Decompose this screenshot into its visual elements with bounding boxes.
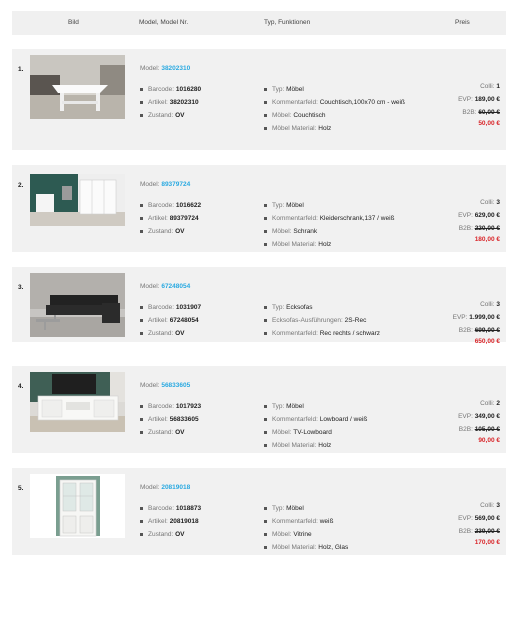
- barcode: Barcode: 1018873: [140, 502, 201, 515]
- sale-price: 50,00 €: [478, 120, 500, 127]
- artikel: Artikel: 67248054: [140, 314, 201, 327]
- table-row: [12, 49, 506, 150]
- b2b-price: B2B: 105,00 €: [458, 426, 500, 433]
- detail-list: [140, 199, 201, 238]
- price-block: [458, 397, 500, 445]
- table-row: [12, 468, 506, 555]
- artikel: Artikel: 20819018: [140, 515, 201, 528]
- model-number: 56833605: [161, 382, 191, 389]
- detail-list: [140, 301, 201, 340]
- row-number: 1.: [18, 66, 24, 73]
- zustand: Zustand: OV: [140, 109, 201, 122]
- feature-item: Typ: Möbel: [264, 199, 414, 212]
- header-preis: Preis: [455, 19, 470, 26]
- evp-price: EVP: 1.999,00 €: [452, 314, 500, 321]
- feature-item: Möbel: TV-Lowboard: [264, 426, 414, 439]
- b2b-price: B2B: 239,00 €: [458, 528, 500, 535]
- detail-list: [140, 400, 201, 439]
- row-number: 2.: [18, 182, 24, 189]
- feature-list: [264, 502, 414, 554]
- header-typ: Typ, Funktionen: [264, 19, 311, 26]
- couchtisch-image: [30, 55, 125, 119]
- artikel: Artikel: 56833605: [140, 413, 201, 426]
- artikel: Artikel: 38202310: [140, 96, 201, 109]
- feature-item: Möbel: Couchtisch: [264, 109, 414, 122]
- evp-price: EVP: 189,00 €: [458, 96, 500, 103]
- feature-list: [264, 199, 414, 251]
- table-row: [12, 366, 506, 453]
- zustand: Zustand: OV: [140, 225, 201, 238]
- evp-price: EVP: 629,00 €: [458, 212, 500, 219]
- evp-price: EVP: 349,00 €: [458, 413, 500, 420]
- feature-item: Typ: Ecksofas: [264, 301, 414, 314]
- product-image: [30, 273, 125, 337]
- feature-item: Kommentarfeld: Rec rechts / schwarz: [264, 327, 414, 340]
- row-number: 4.: [18, 383, 24, 390]
- detail-list: [140, 502, 201, 541]
- model-number: 38202310: [161, 65, 191, 72]
- row-number: 3.: [18, 284, 24, 291]
- row-number: 5.: [18, 485, 24, 492]
- detail-list: [140, 83, 201, 122]
- feature-item: Möbel Material: Holz, Glas: [264, 541, 414, 554]
- zustand: Zustand: OV: [140, 426, 201, 439]
- feature-item: Typ: Möbel: [264, 400, 414, 413]
- sale-price: 180,00 €: [474, 236, 500, 243]
- model-number: 20819018: [161, 484, 191, 491]
- price-block: [458, 196, 500, 244]
- vitrine-image: [30, 474, 125, 538]
- product-image: [30, 55, 125, 119]
- price-block: [458, 80, 500, 128]
- model-line: Model: 20819018: [140, 484, 191, 491]
- header-bild: Bild: [68, 19, 79, 26]
- sale-price: 170,00 €: [474, 539, 500, 546]
- zustand: Zustand: OV: [140, 327, 201, 340]
- sale-price: 650,00 €: [474, 338, 500, 345]
- model-line: Model: 89379724: [140, 181, 191, 188]
- barcode: Barcode: 1031907: [140, 301, 201, 314]
- product-image: [30, 474, 125, 538]
- b2b-price: B2B: 60,00 €: [462, 109, 500, 116]
- colli: Colli: 3: [480, 502, 500, 509]
- product-image: [30, 372, 125, 432]
- colli: Colli: 3: [480, 301, 500, 308]
- table-row: [12, 165, 506, 252]
- lowboard-image: [30, 372, 125, 432]
- feature-item: Typ: Möbel: [264, 502, 414, 515]
- feature-item: Ecksofas-Ausführungen: 2S-Rec: [264, 314, 414, 327]
- zustand: Zustand: OV: [140, 528, 201, 541]
- colli: Colli: 1: [480, 83, 500, 90]
- feature-item: Kommentarfeld: Couchtisch,100x70 cm - weiß: [264, 96, 414, 109]
- model-line: Model: 38202310: [140, 65, 191, 72]
- barcode: Barcode: 1016280: [140, 83, 201, 96]
- feature-item: Kommentarfeld: Kleiderschrank,137 / weiß: [264, 212, 414, 225]
- colli: Colli: 3: [480, 199, 500, 206]
- feature-item: Möbel Material: Holz: [264, 238, 414, 251]
- b2b-price: B2B: 220,00 €: [458, 225, 500, 232]
- barcode: Barcode: 1016622: [140, 199, 201, 212]
- sale-price: 90,00 €: [478, 437, 500, 444]
- header-model: Model, Model Nr.: [139, 19, 189, 26]
- feature-list: [264, 400, 414, 452]
- model-line: Model: 67248054: [140, 283, 191, 290]
- feature-list: [264, 301, 414, 340]
- schrank-image: [30, 174, 125, 226]
- price-block: [458, 499, 500, 547]
- artikel: Artikel: 89379724: [140, 212, 201, 225]
- feature-item: Möbel Material: Holz: [264, 439, 414, 452]
- feature-list: [264, 83, 414, 135]
- feature-item: Kommentarfeld: Lowboard / weiß: [264, 413, 414, 426]
- table-header: [12, 11, 506, 35]
- feature-item: Kommentarfeld: weiß: [264, 515, 414, 528]
- product-image: [30, 174, 125, 226]
- b2b-price: B2B: 699,00 €: [458, 327, 500, 334]
- model-number: 67248054: [161, 283, 191, 290]
- feature-item: Möbel Material: Holz: [264, 122, 414, 135]
- feature-item: Typ: Möbel: [264, 83, 414, 96]
- table-row: [12, 267, 506, 345]
- feature-item: Möbel: Vitrine: [264, 528, 414, 541]
- model-line: Model: 56833605: [140, 382, 191, 389]
- price-block: [453, 298, 500, 346]
- colli: Colli: 2: [480, 400, 500, 407]
- evp-price: EVP: 569,00 €: [458, 515, 500, 522]
- barcode: Barcode: 1017923: [140, 400, 201, 413]
- model-number: 89379724: [161, 181, 191, 188]
- feature-item: Möbel: Schrank: [264, 225, 414, 238]
- sofa-image: [30, 273, 125, 337]
